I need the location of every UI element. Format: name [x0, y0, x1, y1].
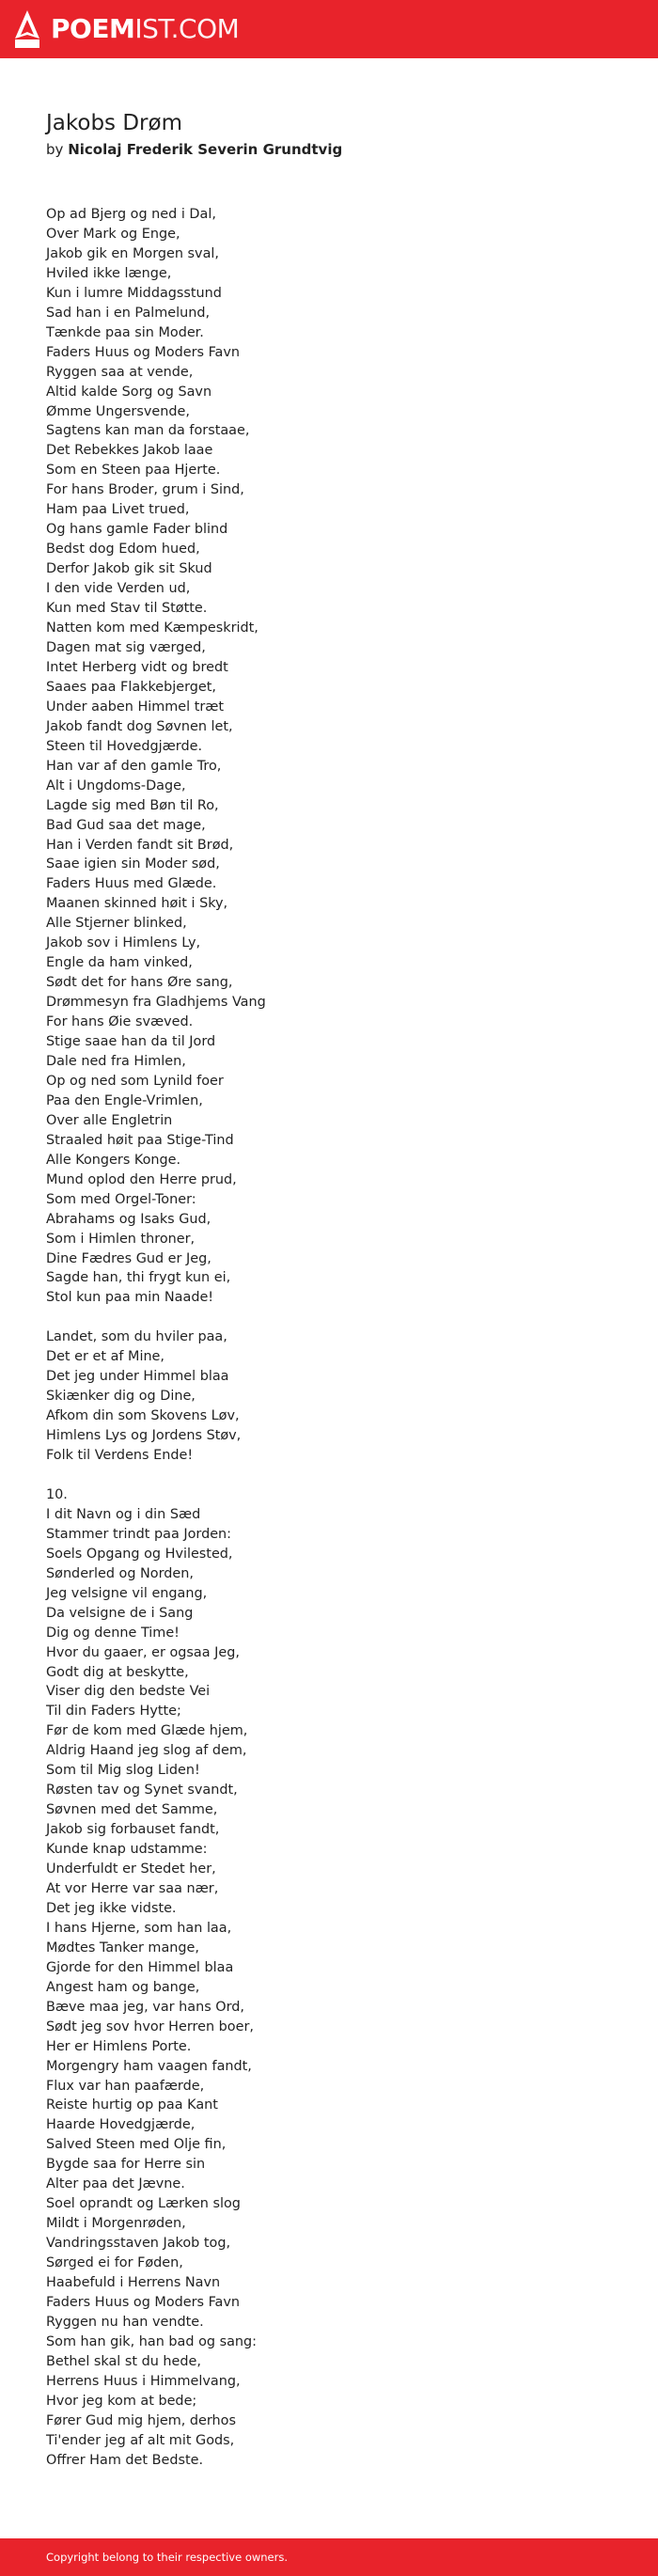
poem-line: Det jeg ikke vidste.: [46, 1900, 177, 1916]
poem-line: Sødt jeg sov hvor Herren boer,: [46, 2018, 254, 2034]
poem-line: Sønderled og Norden,: [46, 1565, 194, 1581]
poem-line: Kun med Stav til Støtte.: [46, 601, 208, 617]
poem-line: Afkom din som Skovens Løv,: [46, 1408, 240, 1424]
poem-line: Ryggen saa at vende,: [46, 364, 194, 380]
poem-line: Flux var han paafærde,: [46, 2078, 205, 2094]
poem-line: Lagde sig med Bøn til Ro,: [46, 797, 219, 813]
poem-line: Salved Steen med Olje fin,: [46, 2137, 227, 2153]
poem-line: Soel oprandt og Lærken slog: [46, 2196, 241, 2212]
poem-line: Som i Himlen throner,: [46, 1231, 196, 1247]
poem-title: Jakobs Drøm: [46, 111, 182, 135]
poem-line: Underfuldt er Stedet her,: [46, 1861, 216, 1877]
logo-wordmark: [51, 10, 239, 48]
poem-line: Ham paa Livet trued,: [46, 502, 190, 518]
poem-line: Kun i lumre Middagsstund: [46, 285, 222, 301]
poem-line: Sagde han, thi frygt kun ei,: [46, 1270, 231, 1286]
poem-line: Sødt det for hans Øre sang,: [46, 975, 233, 991]
poem-line: Som en Steen paa Hjerte.: [46, 463, 221, 479]
poem-line: Dagen mat sig værged,: [46, 639, 206, 655]
poem-line: For hans Øie svæved.: [46, 1014, 194, 1030]
site-footer: [0, 2538, 658, 2576]
poem-line: Viser dig den bedste Vei: [46, 1684, 211, 1700]
poem-line: Angest ham og bange,: [46, 1979, 200, 1995]
poem-line: Natten kom med Kæmpeskridt,: [46, 620, 258, 636]
poem-line: I dit Navn og i din Sæd: [46, 1506, 201, 1522]
poem-line: Som med Orgel-Toner:: [46, 1191, 196, 1207]
poem-stanza: [46, 205, 610, 1308]
poem-line: Aldrig Haand jeg slog af dem,: [46, 1743, 247, 1759]
poem-line: Det er et af Mine,: [46, 1349, 164, 1365]
poem-line: Kunde knap udstamme:: [46, 1842, 208, 1858]
site-header: [0, 0, 658, 58]
poem-line: Over alle Engletrin: [46, 1112, 173, 1128]
poem-line: Jakob fandt dog Søvnen let,: [46, 718, 233, 734]
poem-line: Søvnen med det Samme,: [46, 1802, 218, 1818]
poem-line: Faders Huus med Glæde.: [46, 876, 217, 892]
poem-line: Op og ned som Lynild foer: [46, 1073, 224, 1089]
poem-line: Som han gik, han bad og sang:: [46, 2333, 258, 2349]
poem-line: Sørged ei for Føden,: [46, 2255, 183, 2271]
poem-line: Paa den Engle-Vrimlen,: [46, 1092, 203, 1108]
poem-line: Dine Fædres Gud er Jeg,: [46, 1250, 212, 1266]
poem-line: Bethel skal st du hede,: [46, 2353, 201, 2369]
logo-text-bold: POEM: [51, 13, 135, 44]
poem-line: Tænkde paa sin Moder.: [46, 324, 204, 340]
poem-body: [46, 205, 610, 2471]
poem-line: Dig og denne Time!: [46, 1625, 180, 1641]
poem-line: Steen til Hovedgjærde.: [46, 738, 203, 754]
poem-line: Engle da ham vinked,: [46, 955, 193, 971]
poem-line: Alt i Ungdoms-Dage,: [46, 778, 186, 793]
poem-line: Mildt i Morgenrøden,: [46, 2216, 186, 2232]
poem-line: Ti'ender jeg af alt mit Gods,: [46, 2432, 235, 2448]
poem-line: Det jeg under Himmel blaa: [46, 1369, 229, 1385]
poem-line: Da velsigne de i Sang: [46, 1605, 194, 1621]
poem-line: Bedst dog Edom hued,: [46, 542, 200, 558]
poem-byline: [46, 139, 342, 160]
poem-line: Alle Kongers Konge.: [46, 1152, 181, 1168]
poem-line: 10.: [46, 1486, 68, 1502]
poem-line: Herrens Huus i Himmelvang,: [46, 2373, 241, 2389]
poem-stanza: [46, 1327, 610, 1466]
byline-prefix: by: [46, 141, 64, 158]
stanza-gap: [46, 1308, 610, 1327]
poem-line: Saaes paa Flakkebjerget,: [46, 679, 216, 695]
poem-line: Folk til Verdens Ende!: [46, 1448, 194, 1464]
poem-line: Vandringsstaven Jakob tog,: [46, 2236, 231, 2252]
poem-line: Fører Gud mig hjem, derhos: [46, 2412, 236, 2428]
poem-line: Jeg velsigne vil engang,: [46, 1585, 208, 1601]
poem-line: Som til Mig slog Liden!: [46, 1763, 200, 1779]
poem-line: Stammer trindt paa Jorden:: [46, 1526, 232, 1542]
poem-line: Jakob sov i Himlens Ly,: [46, 935, 201, 951]
poem-line: Bæve maa jeg, var hans Ord,: [46, 1999, 244, 2015]
poem-line: Dale ned fra Himlen,: [46, 1053, 186, 1069]
poem-line: Reiste hurtig op paa Kant: [46, 2097, 218, 2113]
poem-line: Offrer Ham det Bedste.: [46, 2452, 204, 2468]
poem-line: I hans Hjerne, som han laa,: [46, 1920, 232, 1936]
poem-line: Sad han i en Palmelund,: [46, 305, 211, 321]
copyright-text: Copyright belong to their respective owners.: [46, 2551, 289, 2564]
poem-line: Mund oplod den Herre prud,: [46, 1171, 237, 1187]
poem-line: Ømme Ungersvende,: [46, 403, 190, 419]
poem-line: Alter paa det Jævne.: [46, 2176, 185, 2192]
poem-line: Maanen skinned høit i Sky,: [46, 896, 228, 912]
poem-line: Over Mark og Enge,: [46, 226, 180, 242]
poem-line: Saae igien sin Moder sød,: [46, 856, 220, 872]
poem-stanza: [46, 1485, 610, 2471]
poem-line: Før de kom med Glæde hjem,: [46, 1723, 248, 1739]
poem-line: Soels Opgang og Hvilested,: [46, 1546, 233, 1562]
poem-line: Til din Faders Hytte;: [46, 1704, 181, 1720]
poem-line: Alle Stjerner blinked,: [46, 916, 187, 932]
stanza-gap: [46, 1466, 610, 1485]
poem-line: Gjorde for den Himmel blaa: [46, 1959, 234, 1975]
poem-line: Sagtens kan man da forstaae,: [46, 423, 250, 439]
poem-line: Hvor jeg kom at bede;: [46, 2393, 197, 2409]
poem-line: Stol kun paa min Naade!: [46, 1290, 214, 1306]
logo-text-light: IST.COM: [134, 13, 240, 44]
poem-line: Himlens Lys og Jordens Støv,: [46, 1428, 242, 1444]
poem-line: Stige saae han da til Jord: [46, 1034, 216, 1050]
poem-line: Jakob gik en Morgen sval,: [46, 245, 219, 261]
poem-line: Straaled høit paa Stige-Tind: [46, 1132, 234, 1148]
poem-line: Faders Huus og Moders Favn: [46, 344, 241, 360]
poem-line: At vor Herre var saa nær,: [46, 1880, 219, 1896]
poem-line: Derfor Jakob gik sit Skud: [46, 561, 212, 577]
poem-line: Ryggen nu han vendte.: [46, 2314, 204, 2330]
poem-line: Haabefuld i Herrens Navn: [46, 2275, 221, 2291]
poem-line: Op ad Bjerg og ned i Dal,: [46, 207, 216, 222]
poem-line: Godt dig at beskytte,: [46, 1664, 189, 1680]
poem-line: Drømmesyn fra Gladhjems Vang: [46, 995, 266, 1011]
poem-line: Hviled ikke længe,: [46, 265, 172, 281]
poem-line: I den vide Verden ud,: [46, 581, 191, 597]
poem-line: Landet, som du hviler paa,: [46, 1329, 227, 1345]
site-logo[interactable]: [15, 10, 239, 48]
poem-line: Intet Herberg vidt og bredt: [46, 659, 228, 675]
poem-line: Skiænker dig og Dine,: [46, 1389, 196, 1405]
poem-line: Han var af den gamle Tro,: [46, 758, 222, 774]
poem-line: Det Rebekkes Jakob laae: [46, 443, 213, 459]
poem-line: Abrahams og Isaks Gud,: [46, 1211, 212, 1227]
poem-line: Røsten tav og Synet svandt,: [46, 1783, 238, 1798]
poem-line: Og hans gamle Fader blind: [46, 522, 228, 538]
poem-line: For hans Broder, grum i Sind,: [46, 482, 244, 498]
pen-nib-icon: [15, 10, 39, 48]
poem-line: Faders Huus og Moders Favn: [46, 2295, 241, 2310]
poem-line: Morgengry ham vaagen fandt,: [46, 2058, 252, 2074]
author-link[interactable]: Nicolaj Frederik Severin Grundtvig: [68, 141, 343, 158]
poem-line: Han i Verden fandt sit Brød,: [46, 837, 234, 853]
poem-line: Bygde saa for Herre sin: [46, 2157, 206, 2173]
poem-line: Bad Gud saa det mage,: [46, 817, 206, 833]
poem-line: Haarde Hovedgjærde,: [46, 2117, 196, 2133]
poem-line: Her er Himlens Porte.: [46, 2038, 192, 2054]
poem-line: Mødtes Tanker mange,: [46, 1940, 199, 1956]
poem-line: Under aaben Himmel træt: [46, 699, 225, 715]
poem-line: Jakob sig forbauset fandt,: [46, 1822, 220, 1838]
poem-line: Hvor du gaaer, er ogsaa Jeg,: [46, 1644, 240, 1660]
poem-line: Altid kalde Sorg og Savn: [46, 384, 212, 400]
